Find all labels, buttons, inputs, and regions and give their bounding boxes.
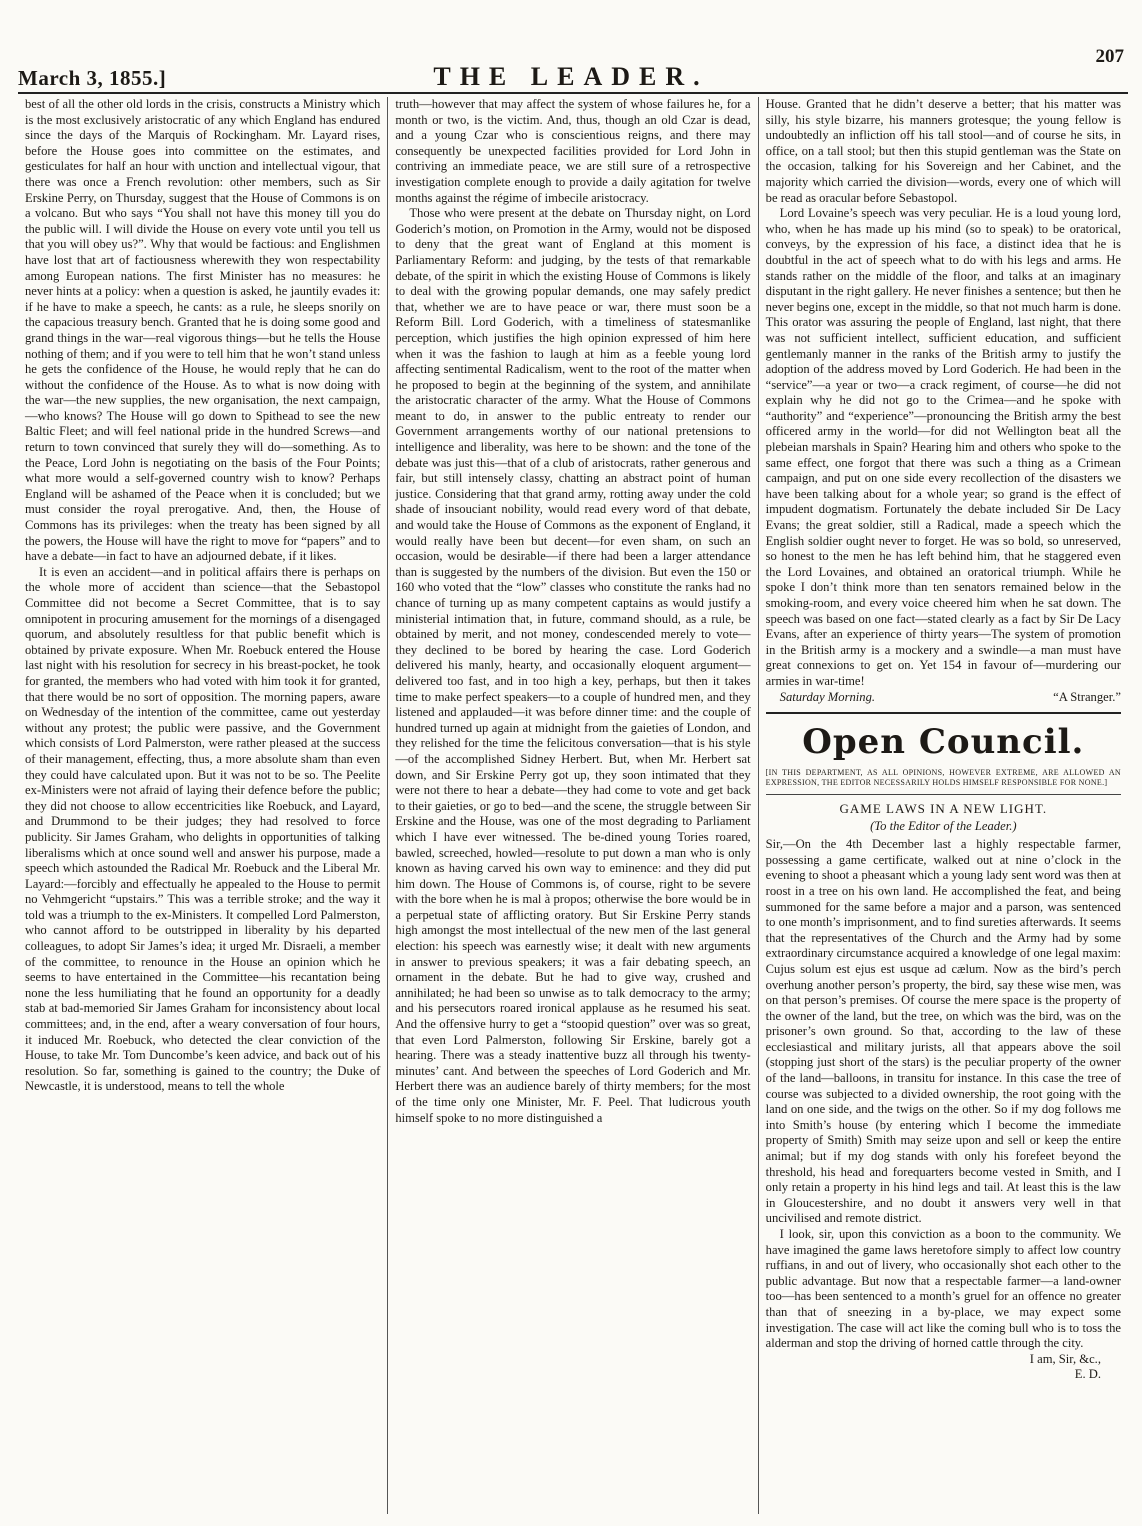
article-paragraph: Sir,—On the 4th December last a highly respectable farmer, possessing a game certificate, walked out at nine o’clock in the evening to shoot a pheasant which a young lady sent word was then at roost in a tree on his own land. He accomplished the feat, and being summoned for the same before a major and a parson, was sentenced to one month’s imprisonment, and to find sureties afterwards. It seems that the representatives of the Church and the Army had by some extraordinary circumstance acquired a knowledge of one legal maxim: Cujus solum est ejus est usque ad cælum. Now as the bird’s perch overhung another person’s property, the bird, say these wise men, was on that person’s premises. Of course the mere space is the property of the owner of the land, but the tree, on which was the bird, was on the prisoner’s own ground. So that, according to the law of these ecclesiastical and military jurists, all that appears above the soil (stopping just short of the stars) is the peculiar property of the owner of the land—balloons, in transitu for instance. In this case the tree of course was subjected to a divided ownership, the root going with the land on one side, and the twigs on the other. So if my dog follows me into Smith’s house (by entering which I become the immediate property of Smith) Smith may seize upon and sell or keep the entire animal; but if my dog stands with only his forefeet beyond the threshold, his head and forequarters become vested in Smith, and I only retain a property in his hind legs and tail. At least this is the law in Gloucestershire, and no doubt it answers very well in that uncivilised and remote district.: [765, 837, 1121, 1226]
col2-paragraph: truth—however that may affect the system of whose failures he, for a month or two, is the victim. And, thus, though an old Czar is dead, and a young Czar who is conscientious reigns, and there may consequently be unexpected facilities provided for Lord John in contriving an immediate peace, we are still sure of a retrospective investigation complete enough to provide a daily agitation for twelve months against the régime of imbecile aristocracy.: [395, 97, 751, 205]
letter-signoff: [766, 690, 1121, 706]
signoff-author: “A Stranger.”: [1053, 689, 1121, 704]
col3-paragraph: Lord Lovaine’s speech was very peculiar. He is a loud young lord, who, when he has made up his mind (so to speak) to be oratorical, conveys, by the expression of his face, a distinct idea that he is doubtful in the act of speech what to do with his legs and arms. He stands rather on the middle of the floor, and talks at an imaginary disputant in the right gallery. He never finishes a sentence; but then he never begins one, except in the middle, so that not much harm is done. This orator was assuring the people of England, last night, that there was not sufficient intellect, sufficient education, and sufficient gentlemanly manner in the ranks of the British army to justify the adoption of the address moved by Lord Goderich. He had been in the “service”—a year or two—a crack regiment, of course—he did not explain why he did not go to the Crimea—and he spoke with “authority” and “experience”—pronouncing the British army the best officered army in the world—for did not Wellington beat all the plebeian marshals in Spain? Hearing him and others who spoke to the same effect, one forgot that there was such a thing as a Crimean campaign, and put on one side every recollection of the disasters we have been talking about for a whole year; so grand is the effect of impudent dogmatism. Fortunately the debate included Sir De Lacy Evans; the great soldier, still a Radical, made a speech which the English soldier ought never to forget. He was so bold, so unreserved, so honest to the men he has left behind him, that he staggered even the Lord Lovaines, and obtained an oratorical triumph. While he spoke I don’t think more than ten senators remained below in the smoking-room, and every voice cheered him when he sat down. The speech was based on one fact—stated clearly as a fact by Sir De Lacy Evans, after an experience of thirty years—The system of promotion in the British army is a mockery and a swindle—a man must have great connexions to get on. Yet 154 in favour of—murdering our armies in war-time!: [765, 206, 1121, 688]
masthead-rule: [18, 92, 1128, 94]
masthead: [18, 46, 1124, 92]
page-number: 207: [1095, 46, 1124, 67]
article-subtitle: (To the Editor of the Leader.): [870, 819, 1017, 834]
letter-initials: E. D.: [1074, 1367, 1101, 1382]
col3-paragraph: House. Granted that he didn’t deserve a better; that his matter was silly, his style bizarre, his manners grotesque; the young fellow is undoubtedly an infliction off his tall stool—and of course he sits, in office, on a tall stool; but then this stupid gentleman was the State on the occasion, talking for his Sovereign and her Cabinet, and the majority which carried the division—words, every one of which will be read as oracular before Sebastopol.: [765, 97, 1121, 205]
column-3: [758, 97, 1128, 1514]
col2-paragraph: Those who were present at the debate on Thursday night, on Lord Goderich’s motion, on Promotion in the Army, would not be disposed to deny that the great want of England at this moment is Parliamentary Reform: and judging, by the tests of that remarkable debate, of the spirit in which the existing House of Commons is likely to deal with the growing popular demands, one may safely predict that, whether we are to have peace or war, there must soon be a Reform Bill. Lord Goderich, with a timeliness of statesmanlike perception, which justifies the high opinion expressed of him here when it was the fashion to laugh at him as a feeble young lord affecting sentimental Radicalism, went to the root of the matter when he proposed to begin at the beginning of the system, and annihilate the aristocratic character of the army. What the House of Commons meant to do, in answer to the public entreaty to render our Government arrangements worthy of our national pretensions to intelligence and liberality, was here to be shown: and the tone of the debate was just this—that of a club of aristocrats, rather generous and fair, but still intensely classy, chatting an abstract point of human justice. Considering that that grand army, rotting away under the cold shade of insouciant nobility, would read every word of that debate, and would take the House of Commons as the exponent of England, it would really have been but decent—for even sham, on such an occasion, would be desirable—if there had been a larger attendance than is suggested by the numbers of the division. But even the 150 or 160 who voted that the “low” classes who constitute the ranks had no chance of turning up as many competent captains as would justify a ministerial intimation that, in future, command should, as a rule, be obtained by merit, and not money, condescended merely to vote—they declined to be bored by hearing the case. Lord Goderich delivered his manly, hearty, and occasionally eloquent argument—delivered too fast, and in too high a key, perhaps, but then it takes time to make perfect speakers—to a couple of hundred men, and they listened and applauded—it was before dinner time: and the couple of hundred turned up again at midnight from the gaieties of London, and they relished for the time the felicitous conversation—that is his style—of the accomplished Sidney Herbert. But, when Mr. Herbert sat down, and Sir Erskine Perry got up, they soon intimated that they were not there to hear a debate—they had come to vote and get back to their gaieties, or go to bed—and the scene, the struggle between Sir Erskine and the House, was one of the most degrading to Parliament which I have ever witnessed. The be-dined young Tories roared, bawled, screeched, howled—resolute to put down a man who is only known as having carved his own way to eminence: and they did put him down. The House of Commons is, of course, right to be severe with the bore when he is mal à propos; otherwise the bore would be in a perpetual state of afflicting oratory. But Sir Erskine Perry stands high amongst the most intellectual of the new men of the last general election: his speech was earnestly wise; it dealt with new arguments in answer to previous speakers; it was a fair debating speech, an ornament in the debate. But he had to give way, crushed and annihilated; he had been so unwise as to talk democracy to the army; and his persecutors roared ironical applause as he resumed his seat. And the offensive hurry to get a “stoopid question” over was so great, that even Lord Palmerston, following Sir Erskine, barely got a hearing. There was a steady inattentive buzz all through his twenty-minutes’ cant. And between the speeches of Lord Goderich and Mr. Herbert there was an audience barely of thirty members; for the most of the time only one Minister, Mr. F. Peel. That ludicrous youth himself spoke to no more distinguished a: [395, 206, 751, 1125]
newspaper-title: THE LEADER.: [433, 62, 709, 91]
section-divider: [766, 712, 1121, 714]
columns: [18, 97, 1128, 1514]
article-paragraph: I look, sir, upon this conviction as a boon to the community. We have imagined the game laws heretofore simply to affect low country ruffians, in and out of livery, who occasionally shot each other to the public advantage. But now that a respectable farmer—a land-owner too—has been sentenced to a month’s gruel for an offence no greater than that of sneezing in a by-place, we may expect some investigation. The case will act like the coming bull who is to toss the alderman and stop the driving of horned cattle through the city.: [765, 1227, 1121, 1351]
editor-disclaimer: [IN THIS DEPARTMENT, AS ALL OPINIONS, HOWEVER EXTREME, ARE ALLOWED AN EXPRESSION, THE EDITOR NECESSARILY HOLDS HIMSELF RESPONSIBLE FOR NONE.]: [766, 768, 1121, 795]
section-heading: Open Council.: [802, 722, 1085, 763]
letter-closing: I am, Sir, &c.,: [1029, 1351, 1101, 1366]
article-title: GAME LAWS IN A NEW LIGHT.: [839, 801, 1048, 817]
column-2: [387, 97, 757, 1514]
signoff-day: Saturday Morning.: [779, 689, 876, 704]
column-1: [18, 97, 387, 1514]
col1-paragraph: best of all the other old lords in the crisis, constructs a Ministry which is the most exclusively aristocratic of any which England has endured since the days of the Marquis of Rockingham. Mr. Layard rises, before the House goes into committee on the estimates, and gesticulates for half an hour with unction and intellectual vigour, that there was once a French revolution: other members, such as Sir Erskine Perry, on Thursday, suggest that the House of Commons is on a volcano. But who says “You shall not have this money till you do the public will. I will divide the House on every vote until you tell us that you will obey us?”. Why that would be factious: and Englishmen have lost that art of factiousness wherewith they won respectability among European nations. The first Minister has no measures: he never hints at a policy: when a question is asked, he jauntily evades it: if he have to make a speech, he cants: as a rule, he sleeps snorily on the capacious treasury bench. Granted that he is doing some good and grand things in the war—real vigorous things—but he tells the House nothing of them; and if you were to tell him that he won’t stand unless he gets the confidence of the House, he would reply that he can do without the confidence of the House. As to what is now doing with the war—the new supplies, the new organisation, the next campaign,—who knows? The House will go down to Spithead to see the new Baltic Fleet; and will feel national pride in the hundred Screws—and return to town convinced that surely they will do—something. As to the Peace, Lord John is negotiating on the basis of the Four Points; what more would a self-governed country wish to know? Perhaps England will be ashamed of the Peace when it is concluded; but we must consider the royal prerogative. And, then, the House of Commons has its privileges: when the treaty has been signed by all the powers, the House will have the right to move for “papers” and to have a debate—in fact to have an adjourned debate, if it likes.: [25, 97, 381, 564]
issue-date: March 3, 1855.]: [18, 66, 167, 90]
col1-paragraph: It is even an accident—and in political affairs there is perhaps on the whole more of accident than science—that the Sebastopol Committee did not become a Secret Committee, that is to say omnipotent in procuring amusement for the mornings of a disengaged quorum, and absolutely resultless for that public benefit which is obtained by private exposure. When Mr. Roebuck entered the House last night with his resolution for secrecy in his breast-pocket, he took for granted, the members who had voted with him took it for granted, that there would be no sort of opposition. The morning papers, aware on Wednesday of the intention of the committee, came out yesterday without any protest; the public were passive, and the Government which consists of Lord Palmerston, were rather pleased at the success of their management, effecting, thus, a more absolute sham than even they could have calculated upon. But it was not to be so. The Peelite ex-Ministers were not afraid of laying their defence before the public; they did not choose to allow eccentricities like Roebuck, and Layard, and Drummond to be their judges; they had resolved to force publicity. Sir James Graham, who delights in opportunities of talking liberalisms which at once sound well and answer his purpose, made a speech which astounded the Radical Mr. Roebuck and the Liberal Mr. Layard:—forcibly and effectually he appealed to the House to permit no Vehmgericht “upstairs.” This was a terrible stroke; and the way it told was a triumph to the ex-Ministers. It compelled Lord Palmerston, who cannot afford to be outstripped in liberality by his departed colleagues, to adopt Sir James’s idea; it urged Mr. Disraeli, a member of the committee, to renounce in the House an opinion which he seems to have entertained in the Committee—his recantation being none the less humiliating that he found an opportunity for a deadly stab at bad-memoried Sir James Graham for inconsistency about local committees; and, in the end, after a weary conversation of four hours, it induced Mr. Roebuck, who detected the clear conviction of the House, to take Mr. Tom Duncombe’s keen advice, and back out of his resolution. So far, something is gained to the country; the Duke of Newcastle, it is understood, means to tell the whole: [25, 564, 381, 1094]
